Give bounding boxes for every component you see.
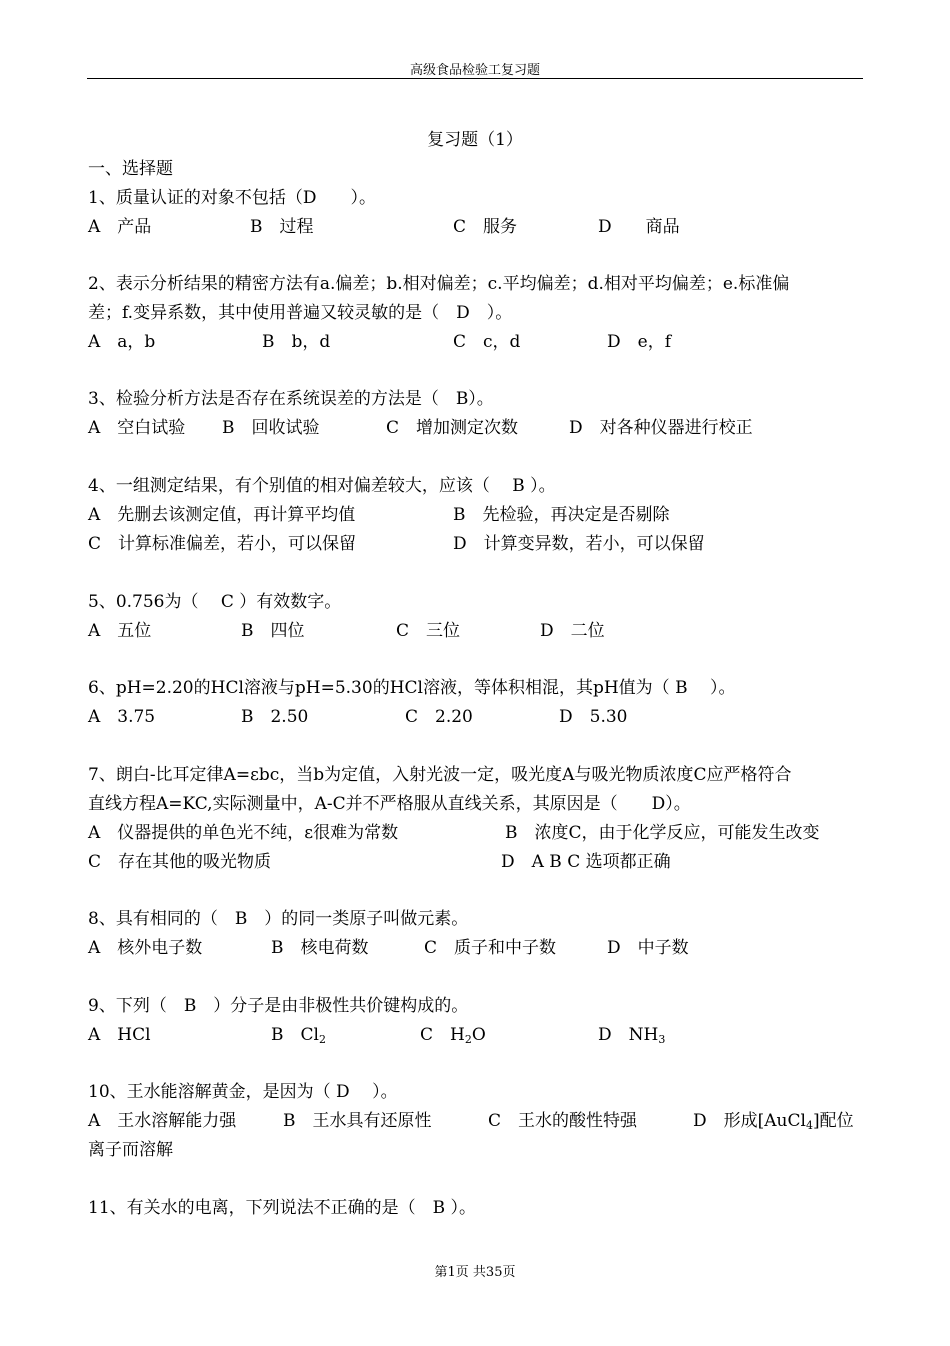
q8-option-b: B 核电荷数 — [271, 938, 369, 958]
q1-option-d: D 商品 — [598, 217, 680, 237]
q9-option-a: A HCl — [88, 1025, 151, 1045]
question-4-stem: 4、一组测定结果，有个别值的相对偏差较大，应该（ B ）。 — [88, 476, 556, 496]
q7-option-c: C 存在其他的吸光物质 — [88, 852, 272, 872]
q9-option-d-text: D NH — [598, 1025, 659, 1045]
question-8-stem: 8、具有相同的（ B ）的同一类原子叫做元素。 — [88, 909, 469, 929]
question-9-stem: 9、下列（ B ）分子是由非极性共价键构成的。 — [88, 996, 469, 1016]
q2-option-b: B b，d — [262, 332, 331, 352]
question-3-stem: 3、检验分析方法是否存在系统误差的方法是（ B）。 — [88, 389, 494, 409]
question-2-stem-line1: 2、表示分析结果的精密方法有a.偏差；b.相对偏差；c.平均偏差；d.相对平均偏差；e.标准偏 — [88, 274, 790, 294]
q9-option-b-text: B Cl — [271, 1025, 319, 1045]
q9-option-c-text: C H — [420, 1025, 465, 1045]
q5-option-a: A 五位 — [88, 621, 152, 641]
q10-option-d-continuation: 离子而溶解 — [88, 1140, 173, 1160]
q4-option-a: A 先删去该测定值，再计算平均值 — [88, 505, 356, 525]
question-1-stem: 1、质量认证的对象不包括（D ）。 — [88, 188, 376, 208]
header-rule — [87, 78, 863, 79]
q2-option-d: D e，f — [607, 332, 671, 352]
q1-option-a: A 产品 — [88, 217, 152, 237]
q8-option-a: A 核外电子数 — [88, 938, 203, 958]
q3-option-a: A 空白试验 — [88, 418, 186, 438]
question-5-stem: 5、0.756为（ C ）有效数字。 — [88, 592, 342, 612]
q5-option-c: C 三位 — [396, 621, 461, 641]
q10-option-d-subscript: 4 — [805, 1119, 813, 1132]
question-11-stem: 11、有关水的电离，下列说法不正确的是（ B ）。 — [88, 1198, 477, 1218]
question-7-stem-line1: 7、朗白-比耳定律A=εbc，当b为定值，入射光波一定，吸光度A与吸光物质浓度C应严格符合 — [88, 765, 792, 785]
page-footer: 第1页 共35页 — [434, 1265, 516, 1280]
q2-option-c: C c，d — [453, 332, 521, 352]
q7-option-a: A 仪器提供的单色光不纯，ε很难为常数 — [88, 823, 399, 843]
question-10-stem: 10、王水能溶解黄金，是因为（ D ）。 — [88, 1082, 398, 1102]
q3-option-d: D 对各种仪器进行校正 — [569, 418, 753, 438]
q9-option-b-subscript: 2 — [318, 1033, 326, 1046]
q5-option-d: D 二位 — [540, 621, 605, 641]
q10-option-d-suffix: ]配位 — [812, 1111, 854, 1131]
q6-option-a: A 3.75 — [88, 707, 156, 727]
q3-option-b: B 回收试验 — [222, 418, 320, 438]
q8-option-d: D 中子数 — [607, 938, 689, 958]
q9-option-c-subscript: 2 — [464, 1033, 472, 1046]
q1-option-c: C 服务 — [453, 217, 518, 237]
q5-option-b: B 四位 — [241, 621, 305, 641]
q10-option-c: C 王水的酸性特强 — [488, 1111, 638, 1131]
q9-option-b — [271, 1023, 326, 1047]
question-7-stem-line2: 直线方程A=KC,实际测量中，A-C并不严格服从直线关系，其原因是（ D）。 — [88, 794, 691, 814]
q4-option-d: D 计算变异数，若小，可以保留 — [453, 534, 705, 554]
q2-option-a: A a，b — [88, 332, 156, 352]
page-title: 复习题（1） — [427, 130, 523, 150]
q1-option-b: B 过程 — [250, 217, 314, 237]
question-2-stem-line2: 差；f.变异系数，其中使用普遍又较灵敏的是（ D ）。 — [88, 303, 513, 323]
q9-option-c-suffix: O — [471, 1025, 486, 1045]
q6-option-d: D 5.30 — [559, 707, 628, 727]
q7-option-d: D A B C 选项都正确 — [501, 852, 671, 872]
section-heading: 一、选择题 — [88, 159, 173, 179]
q6-option-b: B 2.50 — [241, 707, 309, 727]
q10-option-a: A 王水溶解能力强 — [88, 1111, 237, 1131]
q10-option-d — [693, 1109, 854, 1133]
q6-option-c: C 2.20 — [405, 707, 473, 727]
q4-option-b: B 先检验，再决定是否剔除 — [453, 505, 670, 525]
running-header: 高级食品检验工复习题 — [409, 63, 540, 78]
q10-option-b: B 王水具有还原性 — [283, 1111, 432, 1131]
q9-option-d — [598, 1023, 665, 1047]
q9-option-c — [420, 1023, 486, 1047]
q3-option-c: C 增加测定次数 — [386, 418, 519, 438]
q10-option-d-text: D 形成[AuCl — [693, 1111, 806, 1131]
q7-option-b: B 浓度C，由于化学反应，可能发生改变 — [505, 823, 820, 843]
q4-option-c: C 计算标准偏差，若小，可以保留 — [88, 534, 357, 554]
q8-option-c: C 质子和中子数 — [424, 938, 557, 958]
q9-option-d-subscript: 3 — [658, 1033, 666, 1046]
question-6-stem: 6、pH=2.20的HCl溶液与pH=5.30的HCl溶液，等体积相混，其pH值为（ B ）。 — [88, 678, 736, 698]
